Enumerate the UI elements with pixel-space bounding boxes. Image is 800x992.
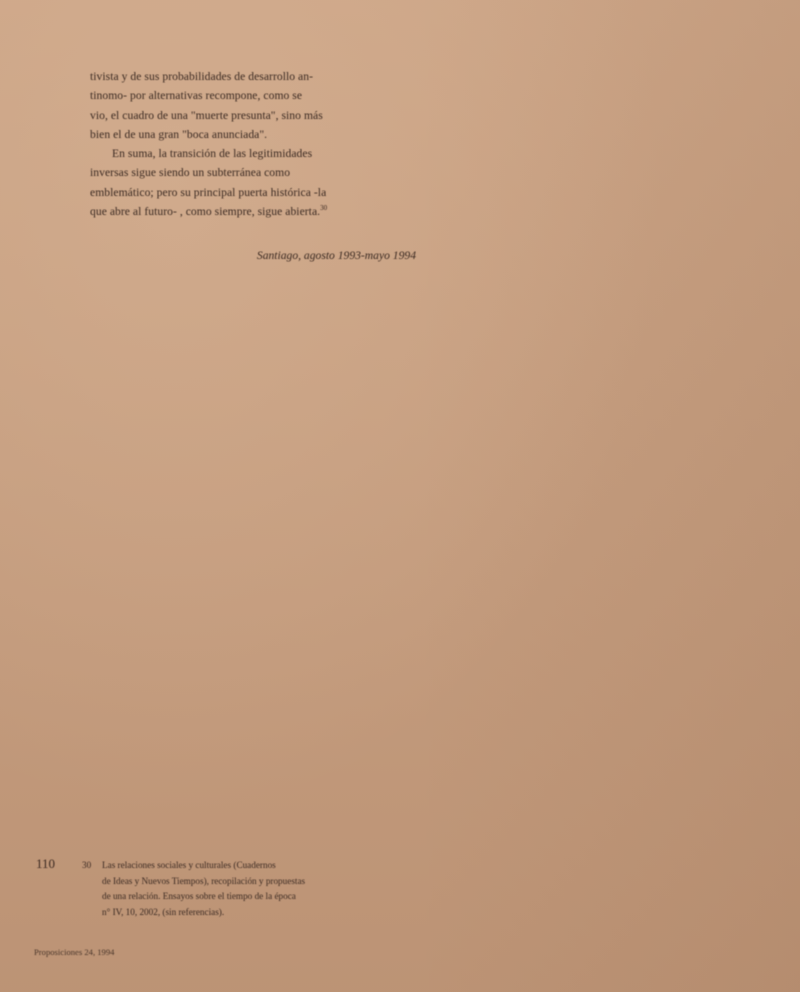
text-line: tivista y de sus probabilidades de desarrollo an- [90,70,313,83]
footnote-line: de una relación. Ensayos sobre el tiempo de la época [102,891,296,901]
text-line-last [90,202,422,221]
paragraph-2 [90,144,422,221]
footnote-line: Las relaciones sociales y culturales (Cuadernos [102,860,276,870]
footnote-line: n° IV, 10, 2002, (sin referencias). [102,906,225,917]
footnote-reference: 30 [320,204,328,213]
footnote [82,858,412,920]
journal-footer: Proposiciones 24, 1994 [34,947,115,957]
main-text-block [90,67,422,221]
text-line: vio, el cuadro de una "muerte presunta", sino más [90,108,323,122]
text-line: emblemático; pero su principal puerta histórica -la [90,185,327,199]
text-line: inversas sigue siendo un subterránea como [90,166,291,180]
text-line: bien el de una gran "boca anunciada". [90,127,268,141]
place-date-signature: Santiago, agosto 1993-mayo 1994 [256,249,416,262]
footnote-line: de Ideas y Nuevos Tiempos), recopilación y propuestas [102,875,306,886]
text-line: En suma, la transición de las legitimidades [112,147,313,161]
text-line: tinomo- por alternativas recompone, como se [90,89,303,103]
text-line-content: que abre al futuro- , como siempre, sigue abierta. [90,205,321,219]
paragraph-1 [90,67,422,144]
page-number: 110 [36,856,56,871]
footnote-number: 30 [82,860,92,870]
